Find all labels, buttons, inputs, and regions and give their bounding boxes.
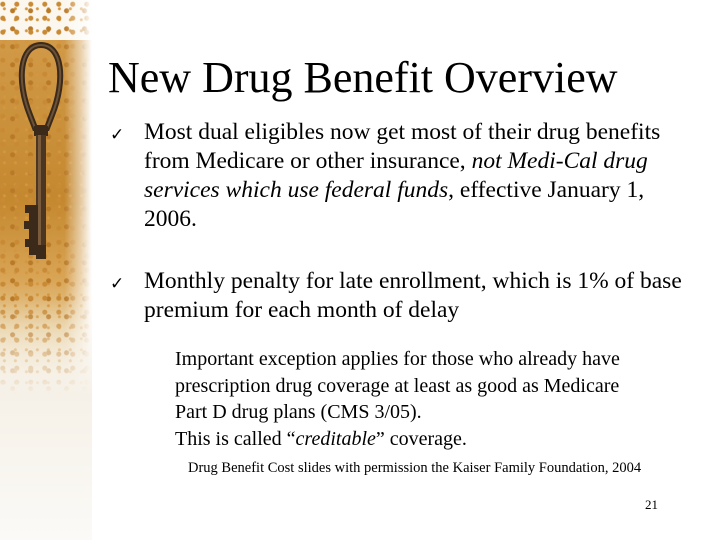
sub-point-line: prescription drug coverage at least as good as Medicare — [175, 374, 620, 397]
bullet-text: Monthly penalty for late enrollment, which is 1% of base premium for each month of delay — [144, 268, 682, 323]
sub-point-emphasis: creditable — [295, 427, 376, 450]
sub-point — [175, 346, 715, 452]
sub-point-line — [175, 426, 715, 453]
bullet-text-lead: Most dual eligibles now get most of their drug benefits from Medicare or other insurance, — [144, 119, 661, 174]
bullet-item — [110, 118, 700, 234]
bullet-text-tail: , effective January 1, 2006. — [144, 177, 645, 232]
checkmark-icon: ✓ — [110, 125, 125, 145]
sub-point-lead: This is called “ — [175, 427, 296, 450]
key-icon — [6, 40, 76, 275]
bullet-list — [110, 118, 700, 325]
footer-note: Drug Benefit Cost slides with permission the Kaiser Family Foundation, 2004 — [188, 460, 642, 476]
bullet-item — [110, 267, 700, 325]
sub-point-line: Part D drug plans (CMS 3/05). — [175, 401, 422, 423]
checkmark-icon: ✓ — [110, 274, 125, 294]
sub-point-tail: ” coverage. — [375, 427, 467, 450]
page-number: 21 — [645, 497, 658, 512]
side-strip-fade — [0, 300, 92, 540]
bullet-text-emphasis: not Medi-Cal drug services which use federal funds — [144, 148, 648, 203]
sub-point-line: Important exception applies for those who already have — [175, 348, 620, 370]
slide-title: New Drug Benefit Overview — [108, 53, 618, 102]
